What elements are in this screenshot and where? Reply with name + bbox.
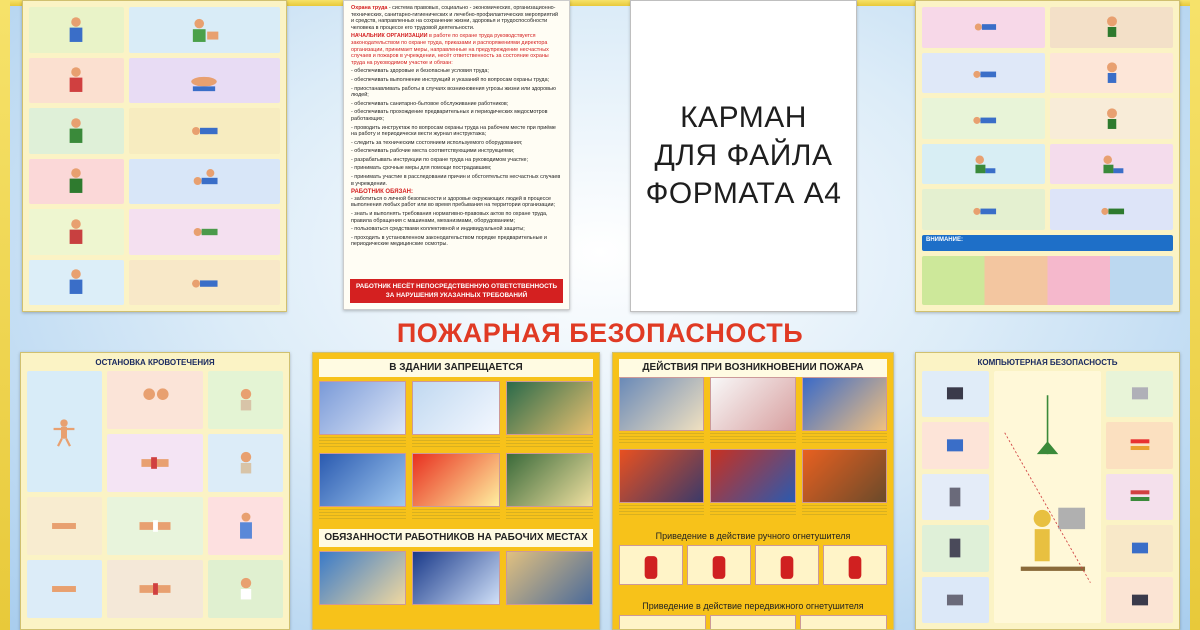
duty-item: [506, 551, 593, 605]
duty-item: [319, 551, 406, 605]
prohibition-item: [506, 381, 593, 447]
extinguisher-step: [755, 545, 819, 585]
responsibility-line-2: ЗА НАРУШЕНИЯ УКАЗАННЫХ ТРЕБОВАНИЙ: [385, 292, 528, 299]
prohibition-item: [319, 453, 406, 519]
prohibitions-pictures: [319, 381, 593, 519]
head-duty-item: - следить за техническим состоянием используемого оборудования;: [351, 139, 523, 146]
mobile-extinguisher-step: [619, 615, 706, 630]
labor-definition-title: Охрана труда: [351, 5, 388, 11]
prohibition-item: [506, 453, 593, 519]
worker-duty-item: - заботиться о личной безопасности и здоровье окружающих людей в процессе выполнения любых работ или во время пребывания на территории организации;: [351, 195, 556, 209]
hand-extinguisher-header: Приведение в действие ручного огнетушителя: [655, 531, 851, 541]
fire-actions-poster: [612, 352, 894, 630]
prohibition-item: [412, 381, 499, 447]
head-duties-list: [351, 68, 562, 187]
head-duty-item: - обеспечивать выполнение инструкций и указаний по вопросам охраны труда;: [351, 76, 550, 83]
extinguisher-step: [823, 545, 887, 585]
fire-action-item: [710, 377, 795, 443]
mobile-extinguisher-header: Приведение в действие передвижного огнетушителя: [642, 601, 864, 611]
fire-action-item: [710, 449, 795, 515]
worker-duty-item: - проходить в установленном законодательством порядке предварительные и периодические медицинские осмотры.: [351, 234, 547, 248]
prohibition-item: [319, 381, 406, 447]
worker-duties-pictures: [319, 551, 593, 605]
head-duty-item: - принимать срочные меры для помощи пострадавшим;: [351, 165, 492, 172]
head-duty-item: - проводить инструктаж по вопросам охраны труда на рабочем месте при приёме на работу и периодически вести журнал инструктажа;: [351, 124, 556, 138]
mobile-extinguisher-steps: [619, 615, 887, 630]
mobile-extinguisher-step: [710, 615, 797, 630]
computer-safety-poster: [915, 352, 1180, 630]
bleeding-control-title: ОСТАНОВКА КРОВОТЕЧЕНИЯ: [95, 358, 215, 367]
pocket-label-line-3: ФОРМАТА А4: [645, 177, 842, 210]
prohibition-item: [412, 453, 499, 519]
warning-label: ВНИМАНИЕ:: [922, 235, 1173, 251]
labor-definition-text: - система правовых, социально - экономических, организационно-технических, санитарно-гигиенических и лечебно-профилактических мероприятий и средств, направленных на сохранение жизни, здоровья и трудоспособности человека в процессе его трудовой деятельности.: [351, 5, 558, 31]
fire-safety-title: ПОЖАРНАЯ БЕЗОПАСНОСТЬ: [396, 318, 804, 348]
responsibility-line-1: РАБОТНИК НЕСЁТ НЕПОСРЕДСТВЕННУЮ ОТВЕТСТВЕННОСТЬ: [355, 283, 558, 290]
fire-action-item: [802, 377, 887, 443]
fire-prohibitions-poster: [312, 352, 600, 630]
pocket-label-line-2: ДЛЯ ФАЙЛА: [654, 139, 833, 172]
labor-protection-poster: [343, 0, 570, 310]
head-duty-item: - обеспечивать здоровые и безопасные условия труда;: [351, 68, 489, 75]
head-duty-item: - обеспечивать санитарно-бытовое обслуживание работников;: [351, 100, 509, 107]
fire-actions-pictures: [619, 377, 887, 515]
worker-duties-header: ОБЯЗАННОСТИ РАБОТНИКОВ НА РАБОЧИХ МЕСТАХ: [319, 529, 593, 547]
pocket-label: [646, 99, 842, 213]
head-of-organization-text: в работе по охране труда руководствуется законодательством по охране труда, приказами и распоряжениями директора организации, принимает меры, направленные на предупреждение несчастных случаев и пожаров в учреждении, несёт ответственность за состояние охраны труда на руководимом участке и обязан:: [351, 33, 549, 66]
head-duty-item: - обеспечивать рабочие места соответствующими инструкциями;: [351, 148, 515, 155]
worker-duty-item: - пользоваться средствами коллективной и индивидуальной защиты;: [351, 226, 525, 233]
computer-safety-title: КОМПЬЮТЕРНАЯ БЕЗОПАСНОСТЬ: [977, 358, 1118, 367]
duty-item: [412, 551, 499, 605]
head-duty-item: - обеспечивать прохождение предварительных и периодических медосмотров работающих;: [351, 109, 548, 122]
hand-extinguisher-steps: [619, 545, 887, 585]
pocket-label-line-1: КАРМАН: [680, 101, 807, 134]
head-duty-item: - приостанавливать работы в случаях возникновения угрозы жизни или здоровью людей;: [351, 85, 556, 99]
building-prohibitions-header: В ЗДАНИИ ЗАПРЕЩАЕТСЯ: [319, 359, 593, 377]
a4-file-pocket[interactable]: [630, 0, 857, 312]
mobile-extinguisher-step: [800, 615, 887, 630]
extinguisher-step: [687, 545, 751, 585]
worker-duties-title: РАБОТНИК ОБЯЗАН:: [351, 189, 413, 196]
worker-duties-list: [351, 196, 562, 248]
head-of-organization-title: НАЧАЛЬНИК ОРГАНИЗАЦИИ: [351, 33, 428, 40]
board-frame-right: [1190, 0, 1200, 630]
board-frame-left: [0, 0, 10, 630]
fire-action-item: [619, 449, 704, 515]
fire-action-item: [802, 449, 887, 515]
responsibility-banner: [350, 279, 563, 303]
head-duty-item: - разрабатывать инструкции по охране труда на руководимом участке;: [351, 156, 529, 163]
fire-actions-header: ДЕЙСТВИЯ ПРИ ВОЗНИКНОВЕНИИ ПОЖАРА: [619, 359, 887, 377]
worker-duty-item: - знать и выполнять требования нормативно-правовых актов по охране труда, правила обращения с машинами, механизмами, оборудованием;: [351, 211, 548, 224]
fire-action-item: [619, 377, 704, 443]
bleeding-control-poster: [20, 352, 290, 630]
head-duty-item: - принимать участие в расследовании причин и обстоятельств несчастных случаев в учреждении.: [351, 174, 561, 187]
first-aid-poster-top-left: [22, 0, 287, 312]
extinguisher-step: [619, 545, 683, 585]
first-aid-poster-top-right: [915, 0, 1180, 312]
